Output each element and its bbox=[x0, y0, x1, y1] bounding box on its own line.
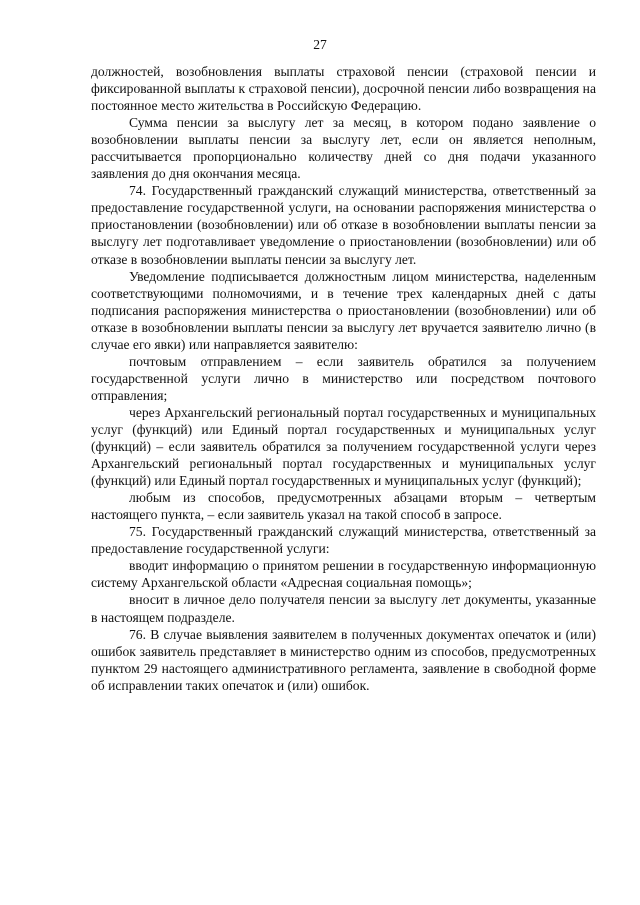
paragraph-continuation: должностей, возобновления выплаты страховой пенсии (страховой пенсии и фиксированной выплаты к страховой пенсии), досрочной пенсии либо возвращения на постоянное место жительства в Российскую Федерацию. bbox=[91, 64, 596, 114]
page-number: 27 bbox=[313, 37, 327, 52]
paragraph-pension-amount: Сумма пенсии за выслугу лет за месяц, в котором подано заявление о возобновлении выплаты пенсии за выслугу лет, если он является неполным, рассчитывается пропорционально количеству дней со дня подачи указанного заявления до дня окончания месяца. bbox=[91, 115, 596, 182]
paragraph-personal-file: вносит в личное дело получателя пенсии за выслугу лет документы, указанные в настоящем подразделе. bbox=[91, 592, 596, 625]
paragraph-item-75: 75. Государственный гражданский служащий министерства, ответственный за предоставление государственной услуги: bbox=[91, 524, 596, 557]
paragraph-postal-option: почтовым отправлением – если заявитель обратился за получением государственной услуги лично в министерство или посредством почтового отправления; bbox=[91, 353, 596, 403]
paragraph-item-74: 74. Государственный гражданский служащий министерства, ответственный за предоставление государственной услуги, на основании распоряжения министерства о приостановлении (возобновлении) или об отказе в возобновлении выплаты пенсии за выслугу лет подготавливает уведомление о приостановлении (возобновлении) или об отказе в возобновлении выплаты пенсии за выслугу лет. bbox=[91, 183, 596, 267]
paragraph-portal-option: через Архангельский региональный портал государственных и муниципальных услуг (функций) или Единый портал государственных и муниципальных услуг (функций) – если заявитель обратился за получением государственной услуги через Архангельский региональный портал государственных и муниципальных услуг (функций) или Единый портал государственных и муниципальных услуг (функций); bbox=[91, 404, 596, 489]
page-body bbox=[91, 63, 596, 694]
paragraph-notification: Уведомление подписывается должностным лицом министерства, наделенным соответствующими полномочиями, и в течение трех календарных дней с даты подписания распоряжения министерства о приостановлении (возобновлении) или об отказе в возобновлении выплаты пенсии за выслугу лет вручается заявителю лично (в случае его явки) или направляется заявителю: bbox=[91, 268, 596, 352]
paragraph-item-76: 76. В случае выявления заявителем в полученных документах опечаток и (или) ошибок заявитель представляет в министерство одним из способов, предусмотренных пунктом 29 настоящего административного регламента, заявление в свободной форме об исправлении таких опечаток и (или) ошибок. bbox=[91, 626, 596, 693]
paragraph-any-method-option: любым из способов, предусмотренных абзацами вторым – четвертым настоящего пункта, – если заявитель указал на такой способ в запросе. bbox=[91, 490, 596, 523]
paragraph-enter-information: вводит информацию о принятом решении в государственную информационную систему Архангельской области «Адресная социальная помощь»; bbox=[91, 558, 596, 591]
